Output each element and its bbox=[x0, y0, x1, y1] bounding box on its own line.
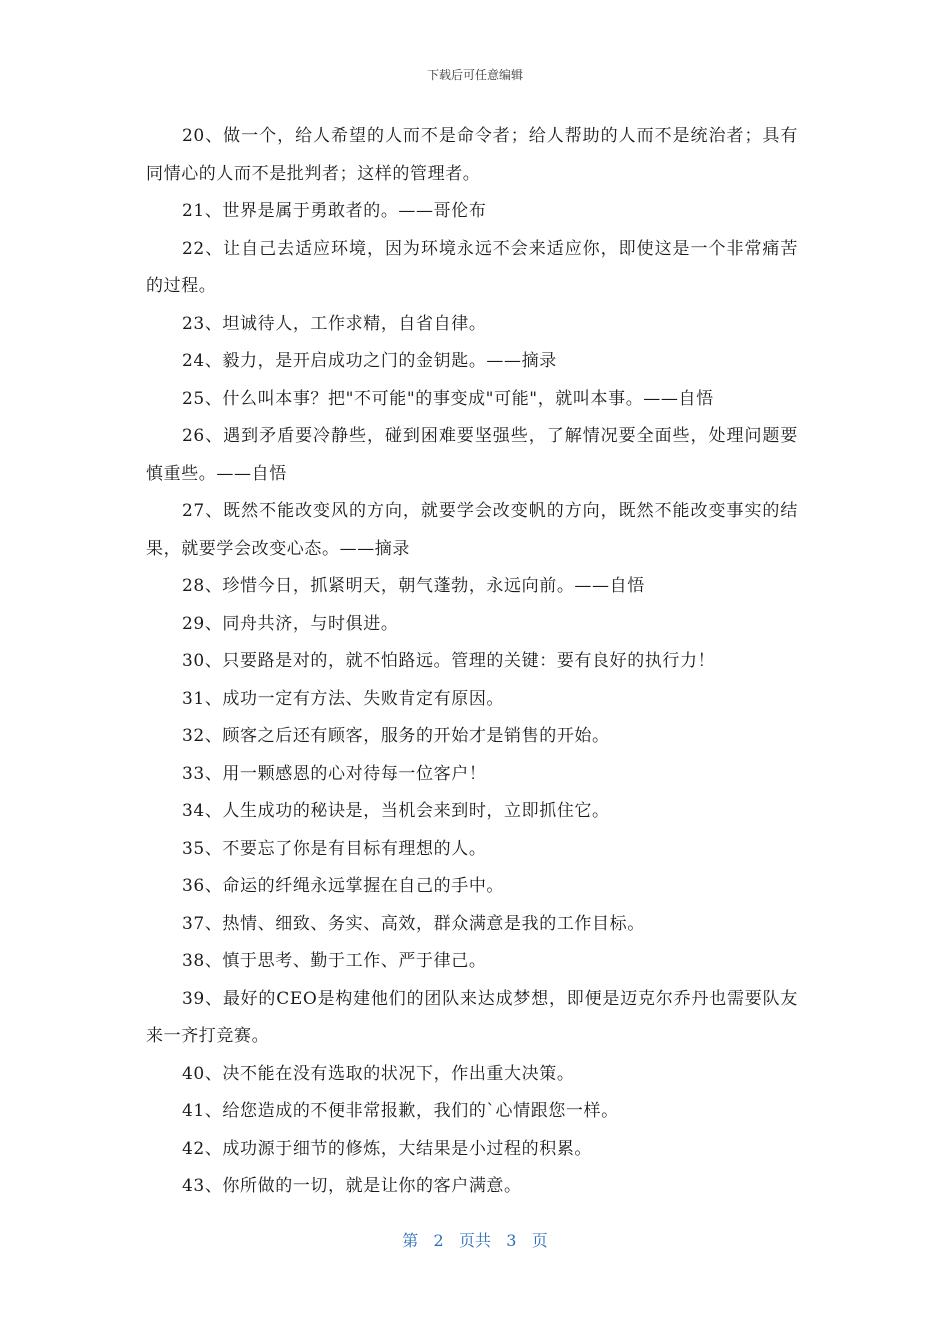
quote-paragraph: 28、珍惜今日，抓紧明天，朝气蓬勃，永远向前。——自悟 bbox=[182, 576, 645, 596]
quote-paragraph: 25、什么叫本事？把"不可能"的事变成"可能"，就叫本事。——自悟 bbox=[182, 388, 714, 409]
quote-paragraph: 35、不要忘了你是有目标有理想的人。 bbox=[182, 838, 487, 859]
page-suffix: 页 bbox=[531, 1231, 548, 1250]
quote-paragraph: 24、毅力，是开启成功之门的金钥匙。——摘录 bbox=[182, 351, 557, 371]
page-mid-text: 页共 bbox=[458, 1231, 491, 1250]
quote-paragraph: 43、你所做的一切，就是让你的客户满意。 bbox=[182, 1176, 522, 1196]
quote-paragraph: 31、成功一定有方法、失败肯定有原因。 bbox=[182, 688, 505, 709]
quote-paragraph: 33、用一颗感恩的心对待每一位客户！ bbox=[182, 763, 487, 784]
quote-paragraph: 23、坦诚待人，工作求精，自省自律。 bbox=[182, 313, 487, 334]
quote-paragraph: 38、慎于思考、勤于工作、严于律己。 bbox=[182, 951, 487, 971]
quote-paragraph: 29、同舟共济，与时俱进。 bbox=[182, 613, 399, 634]
current-page-number: 2 bbox=[433, 1231, 444, 1250]
quote-paragraph: 27、既然不能改变风的方向，就要学会改变帆的方向，既然不能改变事实的结果，就要学会改变心态。——摘录 bbox=[146, 501, 798, 559]
quote-paragraph: 34、人生成功的秘诀是，当机会来到时，立即抓住它。 bbox=[182, 801, 610, 821]
quote-paragraph: 32、顾客之后还有顾客，服务的开始才是销售的开始。 bbox=[182, 726, 610, 746]
total-pages-number: 3 bbox=[506, 1231, 517, 1250]
quote-paragraph: 22、让自己去适应环境，因为环境永远不会来适应你，即使这是一个非常痛苦的过程。 bbox=[146, 238, 798, 296]
quote-paragraph: 30、只要路是对的，就不怕路远。管理的关键：要有良好的执行力！ bbox=[182, 651, 716, 671]
document-body bbox=[146, 118, 798, 1206]
quote-paragraph: 42、成功源于细节的修炼，大结果是小过程的积累。 bbox=[182, 1138, 593, 1159]
quote-paragraph: 21、世界是属于勇敢者的。——哥伦布 bbox=[182, 201, 487, 221]
quote-paragraph: 36、命运的纤绳永远掌握在自己的手中。 bbox=[182, 876, 505, 896]
page-footer bbox=[0, 1228, 950, 1251]
quote-paragraph: 37、热情、细致、务实、高效，群众满意是我的工作目标。 bbox=[182, 913, 645, 934]
quote-paragraph: 20、做一个，给人希望的人而不是命令者；给人帮助的人而不是统治者；具有同情心的人而不是批判者；这样的管理者。 bbox=[146, 126, 798, 184]
quote-paragraph: 40、决不能在没有选取的状况下，作出重大决策。 bbox=[182, 1063, 575, 1084]
quote-paragraph: 41、给您造成的不便非常报歉，我们的`心情跟您一样。 bbox=[182, 1101, 619, 1121]
quote-paragraph: 26、遇到矛盾要冷静些，碰到困难要坚强些，了解情况要全面些，处理问题要慎重些。——自悟 bbox=[146, 426, 798, 484]
page-header: 下载后可任意编辑 bbox=[426, 68, 523, 82]
page-prefix: 第 bbox=[402, 1231, 419, 1250]
quote-paragraph: 39、最好的CEO是构建他们的团队来达成梦想，即便是迈克尔乔丹也需要队友来一齐打竞赛。 bbox=[146, 988, 798, 1046]
